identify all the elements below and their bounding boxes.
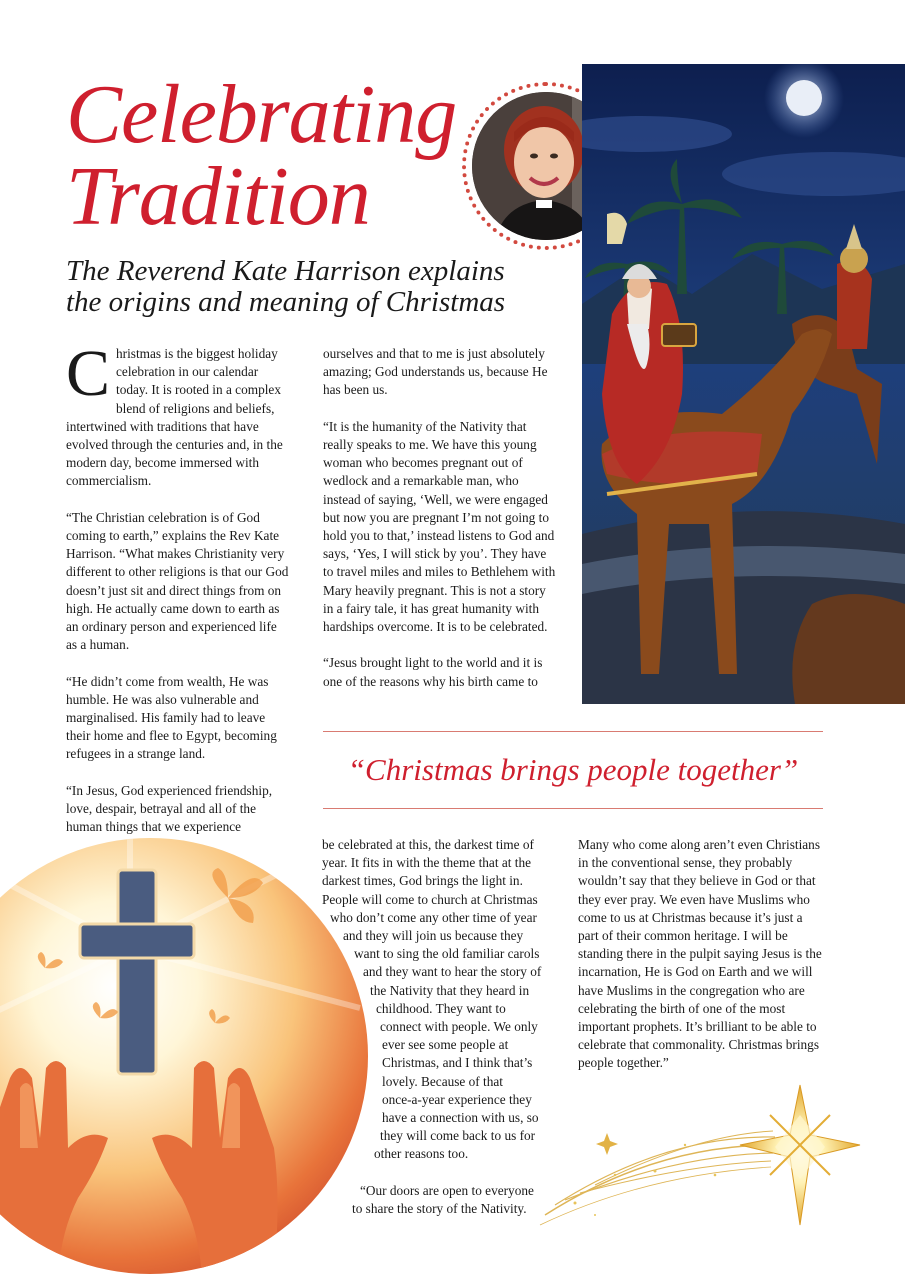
col3-line: lovely. Because of that xyxy=(382,1073,503,1089)
drop-cap: C xyxy=(66,337,111,410)
nativity-illustration xyxy=(582,64,905,704)
col3-line: once-a-year experience they xyxy=(382,1091,532,1107)
col3-line: ever see some people at xyxy=(382,1037,509,1053)
col3-line: have a connection with us, so xyxy=(382,1110,539,1126)
col3-line: connect with people. We only xyxy=(380,1019,538,1035)
col3-line: and they want to hear the story of xyxy=(363,964,542,980)
col3-line: the Nativity that they heard in xyxy=(370,982,530,998)
col3-line: darkest times, God brings the light in. xyxy=(322,873,523,889)
col1-paragraph-1-text: hristmas is the biggest holiday celebration in our calendar today. It is rooted in a complex blend of religions and beliefs, intertwined with traditions that have evolved through the centuries and, in the modern day, become immersed with commercialism. xyxy=(66,346,283,489)
subtitle-line-1: The Reverend Kate Harrison explains xyxy=(66,255,505,287)
col3-line: other reasons too. xyxy=(374,1146,469,1162)
col3-line: be celebrated at this, the darkest time of xyxy=(322,837,534,852)
col3-line: to share the story of the Nativity. xyxy=(352,1201,527,1217)
col1-paragraph-2: “The Christian celebration is of God coming to earth,” explains the Rev Kate Harrison. “What makes Christianity very different to other religions is that our God doesn’t just sit and direct things from on high. He actually came down to earth as an ordinary person and experienced life as a human. xyxy=(66,509,289,653)
col1-paragraph-4: “In Jesus, God experienced friendship, love, despair, betrayal and all of the human things that we experience xyxy=(66,782,273,835)
col1-paragraph-3: “He didn’t come from wealth, He was humble. He was also vulnerable and marginalised. His family had to leave their home and flee to Egypt, becoming refugees in a strange land. xyxy=(66,673,277,762)
col3-line: “Our doors are open to everyone xyxy=(360,1182,534,1198)
title-line-1: Celebrating xyxy=(66,68,457,161)
col2-paragraph-2: “It is the humanity of the Nativity that really speaks to me. We have this young woman who becomes pregnant out of wedlock and a remarkable man, who instead of saying, ‘Well, we were engaged but now you are pregnant I’m not going to hold you to that,’ instead listens to God and says, ‘Yes, I will stick by you’. They have to travel miles and miles to Bethlehem with Mary heavily pregnant. This is not a story in a fairy tale, it has great humanity with hardships overcome. It is to be celebrated. xyxy=(323,418,556,635)
col3-line: People will come to church at Christmas xyxy=(322,891,538,907)
col3-line: childhood. They want to xyxy=(376,1000,506,1016)
article-title xyxy=(66,68,457,243)
subtitle-line-2: the origins and meaning of Christmas xyxy=(66,286,506,318)
column-3 xyxy=(310,836,560,1218)
shooting-star-illustration xyxy=(535,1075,880,1240)
col3-line: want to sing the old familiar carols xyxy=(354,946,540,962)
column-4 xyxy=(578,836,823,1073)
col1-paragraph-1 xyxy=(66,337,289,491)
column-1 xyxy=(66,337,289,836)
col2-paragraph-1: ourselves and that to me is just absolutely amazing; God understands us, because He has been us. xyxy=(323,346,548,398)
col3-line: year. It fits in with the theme that at the xyxy=(322,855,531,871)
title-line-2: Tradition xyxy=(66,150,370,243)
pull-quote-rule-bottom xyxy=(323,808,823,809)
col3-line: who don’t come any other time of year xyxy=(330,909,537,925)
col3-line: Christmas, and I think that’s xyxy=(382,1055,533,1071)
col3-line: and they will join us because they xyxy=(343,928,524,944)
pull-quote: “Christmas brings people together” xyxy=(347,752,799,787)
pull-quote-rule-top xyxy=(323,731,823,732)
col3-line: they will come back to us for xyxy=(380,1128,536,1144)
col2-paragraph-3: “Jesus brought light to the world and it is one of the reasons why his birth came to xyxy=(323,655,543,689)
column-2 xyxy=(323,345,558,691)
col3-paragraph-2 xyxy=(310,1182,560,1218)
article-subtitle xyxy=(66,256,566,318)
col4-paragraph-1: Many who come along aren’t even Christians in the conventional sense, they probably wouldn’t say that they believe in God or that they ever pray. We even have Muslims who come to us at Christmas because it’s just a part of their common heritage. I will be standing there in the pulpit saying Jesus is the incarnation, He is God on Earth and we will have Muslims in the congregation who are celebrating the birth of one of the most important prophets. It’s brilliant to be able to celebrate that commonality. Christmas brings people together.” xyxy=(578,837,822,1071)
col3-paragraph-1 xyxy=(310,836,560,1164)
